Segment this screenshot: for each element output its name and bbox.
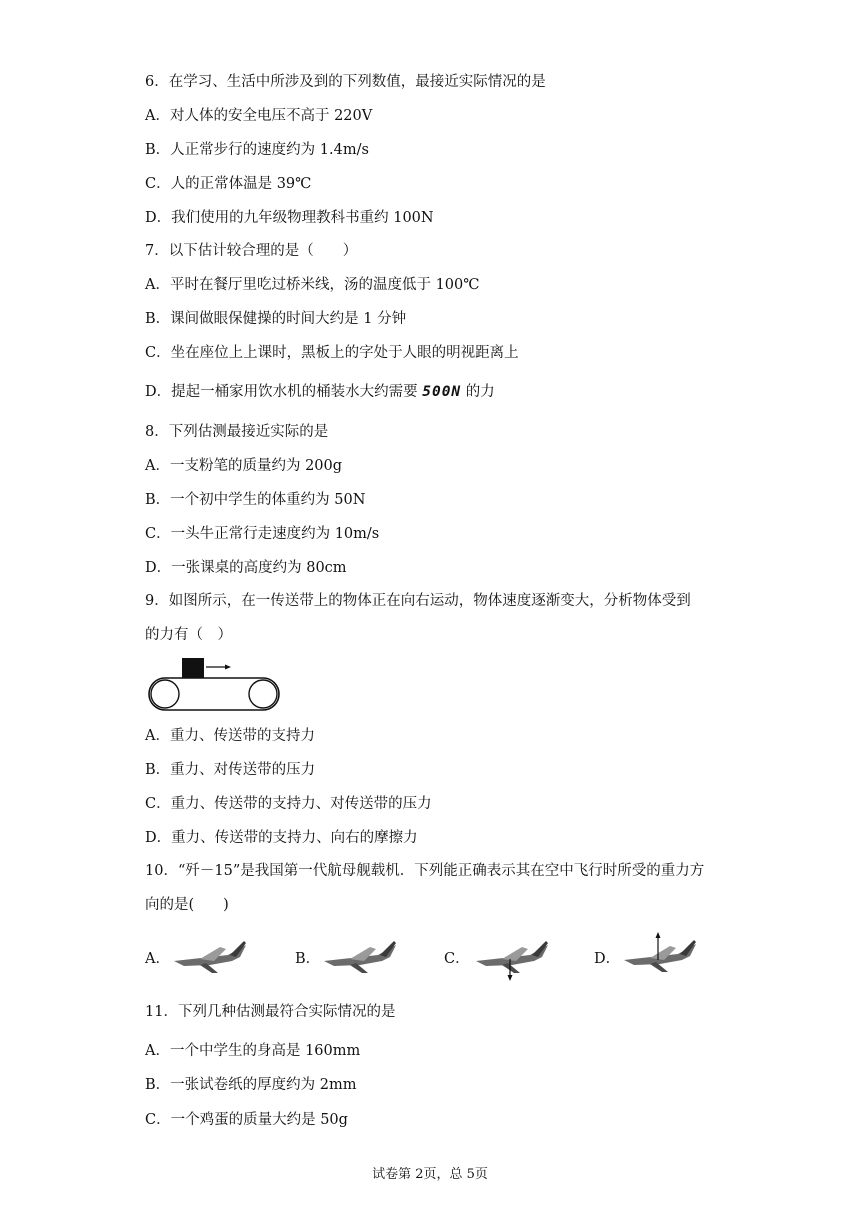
- q9-stem-line2: 的力有（ ）: [145, 627, 232, 643]
- q10-label-c: C．: [444, 951, 470, 967]
- q8-option-d: D．一张课桌的高度约为 80cm: [145, 560, 347, 576]
- q7-stem: 7．以下估计较合理的是（ ）: [145, 243, 358, 259]
- q10-label-b: B．: [295, 951, 321, 967]
- q9-option-d: D．重力、传送带的支持力、向右的摩擦力: [145, 830, 418, 846]
- jet-figure-c: [472, 935, 552, 983]
- q10-label-a: A．: [145, 951, 170, 967]
- q7-option-d-suffix: 的力: [461, 384, 495, 400]
- q11-option-b: B．一张试卷纸的厚度约为 2mm: [145, 1077, 357, 1093]
- q9-stem-line1: 9．如图所示，在一传送带上的物体正在向右运动，物体速度逐渐变大，分析物体受到: [145, 593, 691, 609]
- jet-figure-a: [170, 935, 250, 979]
- q6-option-c: C．人的正常体温是 39℃: [145, 176, 312, 192]
- jet-figure-d: [620, 930, 700, 978]
- q6-option-a: A．对人体的安全电压不高于 220V: [145, 108, 373, 124]
- q6-option-d: D．我们使用的九年级物理教科书重约 100N: [145, 210, 434, 226]
- q8-stem: 8．下列估测最接近实际的是: [145, 424, 329, 440]
- q7-option-d-prefix: D．提起一桶家用饮水机的桶装水大约需要: [145, 384, 423, 400]
- conveyor-belt-figure: [145, 655, 285, 713]
- q7-option-a: A．平时在餐厅里吃过桥米线，汤的温度低于 100℃: [145, 277, 480, 293]
- q8-option-a: A．一支粉笔的质量约为 200g: [145, 458, 343, 474]
- q7-option-c: C．坐在座位上上课时，黑板上的字处于人眼的明视距离上: [145, 345, 519, 361]
- q7-option-d-value: 500N: [422, 384, 462, 400]
- q10-label-d: D．: [594, 951, 621, 967]
- q8-option-c: C．一头牛正常行走速度约为 10m/s: [145, 526, 380, 542]
- velocity-arrow-head: [225, 665, 231, 670]
- q10-stem-line2: 向的是( ): [145, 897, 229, 913]
- q7-option-d: [145, 382, 495, 402]
- block-object: [182, 658, 204, 678]
- q9-option-a: A．重力、传送带的支持力: [145, 728, 315, 744]
- q7-option-b: B．课间做眼保健操的时间大约是 1 分钟: [145, 311, 407, 327]
- q8-option-b: B．一个初中学生的体重约为 50N: [145, 492, 366, 508]
- left-pulley: [151, 680, 179, 708]
- jet-figure-b: [320, 935, 400, 979]
- q11-option-a: A．一个中学生的身高是 160mm: [145, 1043, 361, 1059]
- q11-option-c: C．一个鸡蛋的质量大约是 50g: [145, 1112, 348, 1128]
- q6-stem: 6．在学习、生活中所涉及到的下列数值，最接近实际情况的是: [145, 74, 546, 90]
- q9-option-b: B．重力、对传送带的压力: [145, 762, 316, 778]
- page-footer: 试卷第 2页，总 5页: [372, 1167, 488, 1182]
- q6-option-b: B．人正常步行的速度约为 1.4m/s: [145, 142, 369, 158]
- right-pulley: [249, 680, 277, 708]
- q11-stem: 11．下列几种估测最符合实际情况的是: [145, 1004, 396, 1020]
- q9-option-c: C．重力、传送带的支持力、对传送带的压力: [145, 796, 432, 812]
- q10-stem-line1: 10．“歼－15”是我国第一代航母舰载机．下列能正确表示其在空中飞行时所受的重力方: [145, 863, 705, 879]
